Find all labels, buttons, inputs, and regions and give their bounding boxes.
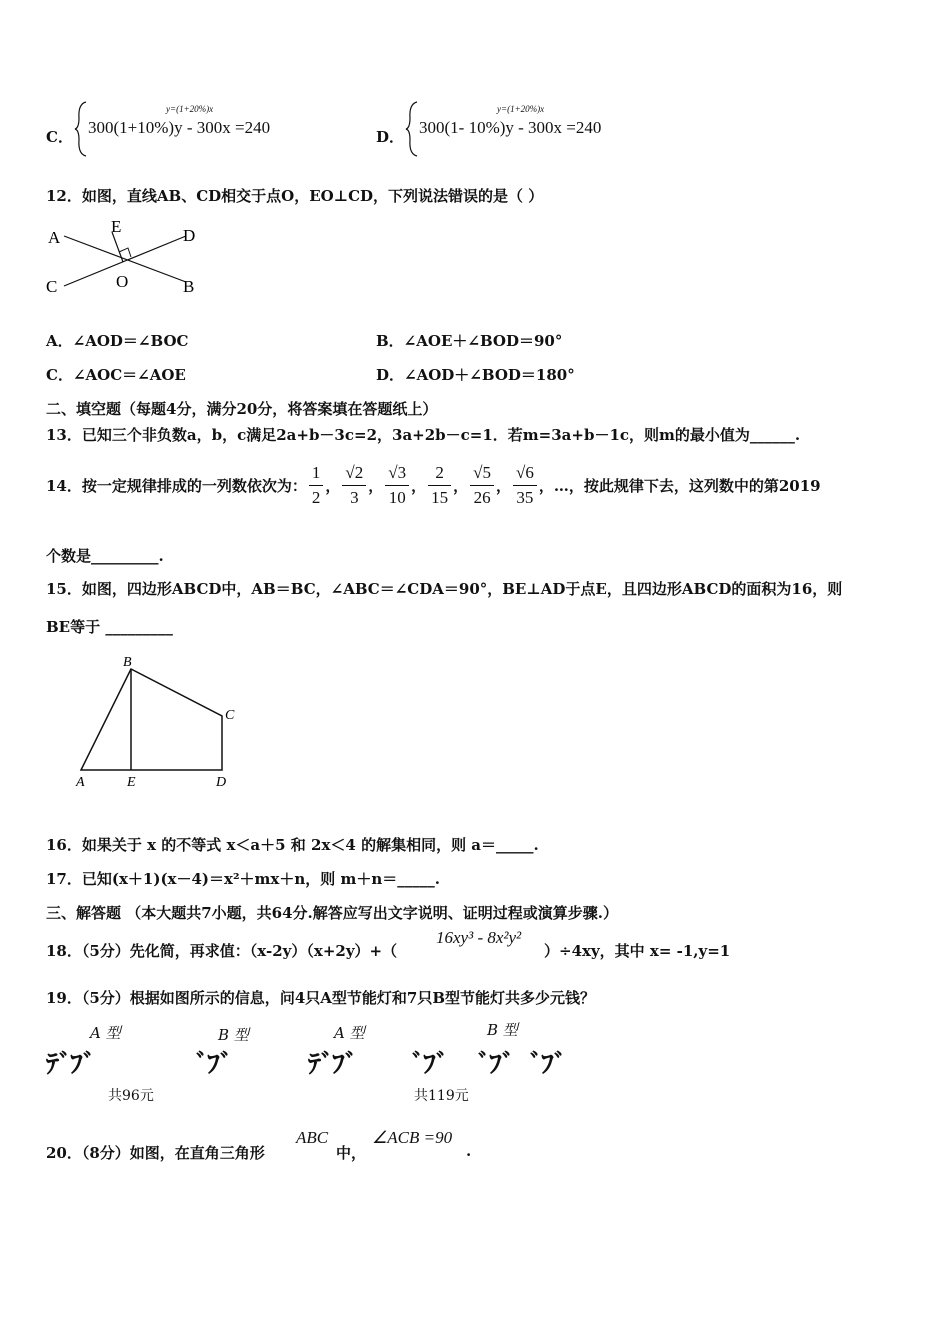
line-eo xyxy=(112,232,123,262)
q11-option-d-label: D． xyxy=(376,128,405,146)
q15-line1: 15．如图，四边形ABCD中，AB＝BC，∠ABC＝∠CDA＝90°，BE⊥AD于点E，且四边形ABCD的面积为16，则 xyxy=(46,580,843,598)
q19-type-a-label-2: A 型 xyxy=(334,1024,365,1042)
point-c-label: C xyxy=(225,708,235,723)
q14-fraction: $\frac{√5}{26}$ xyxy=(470,461,494,510)
q11-c-top-eq: y=(1+20%)x xyxy=(166,104,214,114)
q20-angle: ∠ACB =90 xyxy=(372,1128,453,1147)
q14-fraction: $\frac{2}{15}$ xyxy=(428,461,451,510)
q13-stem: 13．已知三个非负数a，b，c满足2a+b－3c=2，3a+2b－c=1．若m=3a+b－1c，则m的最小值为______. xyxy=(46,426,801,444)
section-3-heading: 三、解答题 （本大题共7小题，共64分.解答应写出文字说明、证明过程或演算步骤.） xyxy=(46,904,618,922)
q20-end: . xyxy=(466,1142,472,1160)
q15-figure xyxy=(68,650,248,790)
q18-expression: 16xy³ - 8x²y² xyxy=(436,928,522,947)
q14-fraction: $\frac{1}{2}$ xyxy=(309,461,324,510)
q11-c-eq: 300(1+10%)y - 300x =240 xyxy=(88,118,271,137)
q12-figure xyxy=(40,212,220,302)
q17-stem: 17．已知(x＋1)(x－4)＝x²＋mx＋n，则 m＋n＝_____. xyxy=(46,870,440,888)
q11-option-c-label: C． xyxy=(46,128,73,146)
q19-type-a-label-1: A 型 xyxy=(90,1024,121,1042)
point-a-label: A xyxy=(48,228,61,247)
q19-b-bulbs-4: ﾞﾌﾞ xyxy=(530,1050,566,1080)
q20-mid: 中， xyxy=(336,1144,367,1162)
point-e-label: E xyxy=(127,775,136,790)
q12-option-d: D．∠AOD＋∠BOD＝180° xyxy=(376,366,575,384)
q14-stem: 14．按一定规律排成的一列数依次为： $\frac{1}{2}$ ， $\frac{√2}{3}$ ， $\frac{√3}{10}$ ， $\frac{2}{15}$ ， $\frac{√5}{26}$ ， $\frac{√6}{35}$ ，…，按此规律下去，这列数中的第2019 xyxy=(46,457,821,513)
q19-a-bulbs-2: ﾃﾞﾌﾞ xyxy=(308,1050,357,1080)
point-d-label: D xyxy=(183,226,196,245)
q14-prefix: 14．按一定规律排成的一列数依次为： xyxy=(46,476,307,495)
point-a-label: A xyxy=(76,775,85,790)
point-d-label: D xyxy=(216,775,227,790)
point-c-label: C xyxy=(46,277,58,296)
point-e-label: E xyxy=(111,217,122,236)
q19-type-b-label-1: B 型 xyxy=(218,1026,249,1044)
q12-option-a: A．∠AOD＝∠BOC xyxy=(46,332,189,350)
q14-fraction: $\frac{√2}{3}$ xyxy=(342,461,366,510)
q19-b-bulbs-3: ﾞﾌﾞ xyxy=(478,1050,514,1080)
point-o-label: O xyxy=(116,272,129,291)
q19-a-bulbs-1: ﾃﾞﾌﾞ xyxy=(46,1050,95,1080)
q20-prefix: 20．（8分）如图，在直角三角形 xyxy=(46,1144,265,1162)
q14-fraction: $\frac{√6}{35}$ xyxy=(513,461,537,510)
q19-stem: 19．（5分）根据如图所示的信息，问4只A型节能灯和7只B型节能灯共多少元钱？ xyxy=(46,989,596,1007)
q18-prefix: 18．（5分）先化简，再求值：（x-2y）（x+2y）+（ xyxy=(46,942,398,960)
q12-option-c: C．∠AOC＝∠AOE xyxy=(46,366,186,384)
q19-total-1: 共96元 xyxy=(108,1088,154,1104)
q11-d-eq: 300(1- 10%)y - 300x =240 xyxy=(419,118,602,137)
q14-suffix: ，…，按此规律下去，这列数中的第2019 xyxy=(538,476,821,495)
q12-option-b: B．∠AOE＋∠BOD＝90° xyxy=(376,332,563,350)
point-b-label: B xyxy=(183,277,195,296)
q14-fraction: $\frac{√3}{10}$ xyxy=(385,461,409,510)
q11-d-top-eq: y=(1+20%)x xyxy=(497,104,545,114)
quadrilateral-abcd xyxy=(81,669,222,770)
q14-line2: 个数是_________. xyxy=(46,547,164,565)
q18-suffix: ）÷4xy，其中 x= -1,y=1 xyxy=(544,942,731,960)
q16-stem: 16．如果关于 x 的不等式 x＜a＋5 和 2x＜4 的解集相同，则 a＝_____. xyxy=(46,836,539,854)
q12-stem: 12．如图，直线AB、CD相交于点O，EO⊥CD，下列说法错误的是（ ） xyxy=(46,187,544,205)
q15-line2: BE等于 _________ xyxy=(46,618,173,636)
q19-b-bulbs-1: ﾞﾌﾞ xyxy=(196,1050,232,1080)
q19-b-bulbs-2: ﾞﾌﾞ xyxy=(412,1050,448,1080)
q20-triangle: ABC xyxy=(296,1128,329,1147)
section-2-heading: 二、填空题（每题4分，满分20分，将答案填在答题纸上） xyxy=(46,400,438,418)
point-b-label: B xyxy=(123,655,132,670)
q19-type-b-label-2: B 型 xyxy=(487,1021,518,1039)
q19-total-2: 共119元 xyxy=(414,1088,469,1104)
